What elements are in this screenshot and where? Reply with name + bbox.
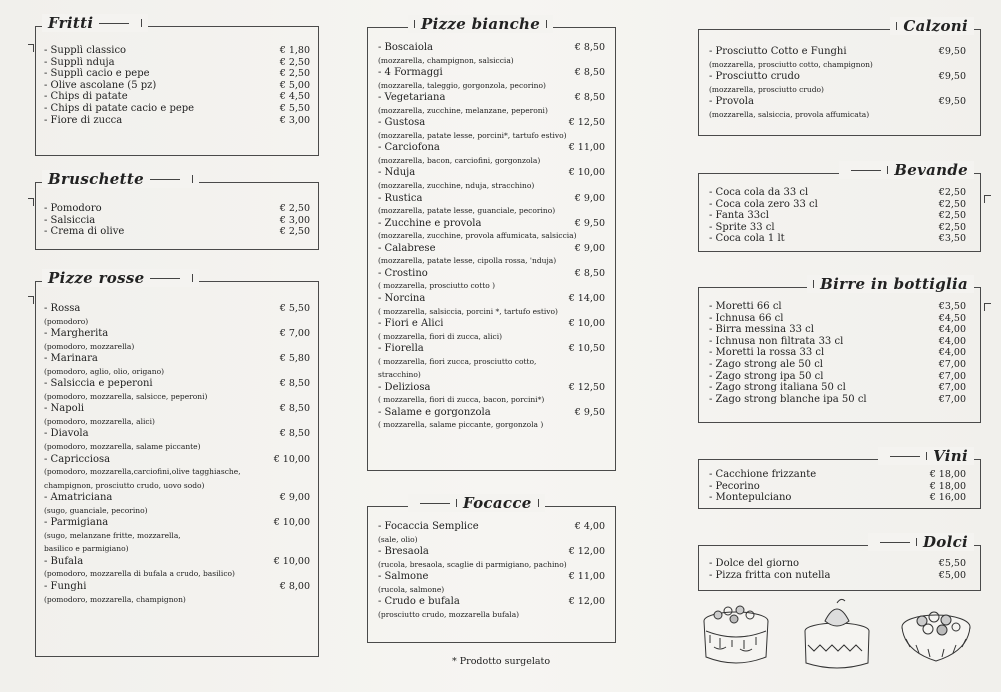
item-name: - Ichnusa 66 cl	[709, 312, 784, 324]
item-name: - Coca cola 1 lt	[709, 233, 785, 245]
menu-item	[44, 556, 310, 568]
item-name: - Prosciutto Cotto e Funghi	[709, 46, 847, 57]
item-description: (pomodoro, mozzarella)	[44, 341, 135, 351]
item-price: € 2,50	[279, 226, 310, 238]
item-price: € 3,00	[279, 114, 310, 126]
item-name: - Zago strong blanche ipa 50 cl	[709, 393, 867, 405]
menu-item	[709, 382, 966, 394]
item-price: € 10,00	[568, 167, 605, 179]
item-name: - Birra messina 33 cl	[709, 324, 814, 336]
item-list	[709, 46, 966, 121]
item-description: (mozzarella, taleggio, gorgonzola, pecorino)	[378, 80, 546, 90]
item-price: € 10,00	[273, 517, 310, 529]
item-description: ( mozzarella, fiori zucca, prosciutto cotto,	[378, 356, 537, 366]
item-price: € 4,00	[574, 521, 605, 532]
item-description: (pomodoro, mozzarella, salame piccante)	[44, 442, 201, 452]
menu-item	[44, 91, 310, 103]
item-price: € 8,50	[574, 92, 605, 104]
menu-item	[378, 293, 605, 305]
item-price: €3,50	[938, 233, 966, 245]
item-price: € 8,50	[574, 67, 605, 79]
item-price: €9,50	[938, 71, 966, 83]
item-price: € 12,00	[568, 596, 605, 608]
item-price: € 5,50	[279, 303, 310, 314]
menu-item	[378, 117, 605, 129]
item-description: (prosciutto crudo, mozzarella bufala)	[378, 609, 520, 619]
item-name: - 4 Formaggi	[378, 67, 443, 79]
item-description: (mozzarella, salsiccia, provola affumicata)	[709, 109, 870, 119]
item-price: €2,50	[938, 221, 966, 233]
section-fritti	[35, 14, 319, 156]
item-description: (mozzarella, zucchine, provola affumicata, salsiccia)	[378, 231, 577, 241]
menu-item	[709, 222, 966, 234]
item-price: € 18,00	[929, 480, 966, 492]
menu-item	[44, 492, 310, 504]
item-price: € 10,00	[273, 453, 310, 465]
item-description: (mozzarella, zucchine, melanzane, peperoni)	[378, 105, 548, 115]
item-name: - Crema di olive	[44, 226, 125, 238]
item-price: €2,50	[938, 187, 966, 198]
item-list	[709, 187, 966, 245]
section-bevande	[698, 161, 981, 252]
menu-item	[709, 233, 966, 245]
item-name: - Nduja	[378, 167, 416, 179]
menu-item	[378, 521, 605, 533]
menu-item	[44, 378, 310, 390]
menu-item	[44, 45, 310, 57]
menu-item	[709, 301, 966, 313]
item-price: € 12,00	[568, 546, 605, 558]
item-price: €7,00	[938, 370, 966, 382]
item-name: - Carciofona	[378, 142, 440, 154]
menu-item	[709, 46, 966, 58]
item-name: - Boscaiola	[378, 42, 433, 53]
item-price: € 8,00	[279, 580, 310, 592]
item-description: (pomodoro, mozzarella, alici)	[44, 416, 155, 426]
item-description: ( mozzarella, salsiccia, porcini *, tartufo estivo)	[378, 306, 558, 316]
item-price: € 12,50	[568, 381, 605, 393]
item-list	[709, 301, 966, 405]
menu-item	[378, 268, 605, 280]
section-title: Bevande	[894, 161, 968, 179]
section-birre	[698, 275, 981, 423]
menu-item	[44, 80, 310, 92]
item-name: - Moretti la rossa 33 cl	[709, 347, 825, 359]
item-description: (pomodoro, mozzarella, salsicce, peperoni)	[44, 391, 208, 401]
item-list	[709, 558, 966, 581]
item-name: - Amatriciana	[44, 492, 113, 504]
menu-item	[378, 67, 605, 79]
item-price: € 4,50	[279, 91, 310, 103]
item-name: - Fiore di zucca	[44, 114, 123, 126]
item-name: - Olive ascolane (5 pz)	[44, 79, 157, 91]
item-name: - Cacchione frizzante	[709, 469, 817, 480]
item-name: - Salsiccia e peperoni	[44, 378, 153, 390]
item-name: - Crostino	[378, 267, 428, 279]
item-description: (sale, olio)	[378, 534, 418, 544]
menu-item	[378, 546, 605, 558]
menu-item	[709, 313, 966, 325]
item-name: - Vegetariana	[378, 92, 446, 104]
item-price: € 10,50	[568, 343, 605, 355]
menu-item	[378, 571, 605, 583]
item-list	[709, 469, 966, 504]
section-pizze-bianche	[367, 15, 616, 471]
item-price: € 9,00	[574, 242, 605, 254]
item-name: - Zucchine e provola	[378, 217, 482, 229]
menu-item	[709, 187, 966, 199]
section-title: Fritti	[48, 14, 94, 32]
item-description: (mozzarella, prosciutto cotto, champignon)	[709, 59, 873, 69]
item-list	[378, 521, 605, 621]
item-description: ( mozzarella, fiori di zucca, bacon, porcini*)	[378, 395, 545, 405]
item-description: ( mozzarella, salame piccante, gorgonzola )	[378, 420, 544, 430]
item-description: (mozzarella, bacon, carciofini, gorgonzola)	[378, 155, 541, 165]
item-name: - Moretti 66 cl	[709, 301, 782, 312]
menu-item	[378, 407, 605, 419]
item-price: € 12,50	[568, 117, 605, 129]
item-price: € 9,00	[574, 192, 605, 204]
menu-item	[709, 481, 966, 493]
menu-item	[44, 68, 310, 80]
item-name: - Bufala	[44, 555, 84, 567]
section-pizze-rosse	[35, 269, 319, 657]
item-description: (mozzarella, zucchine, nduja, stracchino)	[378, 181, 535, 191]
item-name: - Fanta 33cl	[709, 210, 769, 222]
item-name: - Sprite 33 cl	[709, 221, 775, 233]
menu-item	[709, 324, 966, 336]
section-title: Pizze bianche	[421, 15, 541, 33]
menu-item	[378, 343, 605, 355]
item-name: - Montepulciano	[709, 492, 792, 504]
item-price: € 11,00	[568, 142, 605, 154]
item-description: basilico e parmigiano)	[44, 544, 129, 554]
item-name: - Marinara	[44, 353, 98, 365]
item-price: € 8,50	[574, 267, 605, 279]
item-description: (sugo, guanciale, pecorino)	[44, 505, 148, 515]
section-dolci	[698, 533, 981, 591]
item-name: - Zago strong ale 50 cl	[709, 358, 823, 370]
item-description: (pomodoro, mozzarella,carciofini,olive tagghiasche,	[44, 467, 241, 477]
item-price: € 9,00	[279, 492, 310, 504]
item-name: - Calabrese	[378, 242, 436, 254]
section-title: Birre in bottiglia	[820, 275, 968, 293]
section-title: Bruschette	[48, 170, 144, 188]
section-focacce	[367, 494, 616, 643]
item-price: € 8,50	[279, 428, 310, 440]
item-price: € 10,00	[568, 318, 605, 330]
item-name: - Rossa	[44, 303, 81, 314]
item-price: €5,00	[938, 569, 966, 581]
menu-item	[709, 71, 966, 83]
item-name: - Funghi	[44, 580, 87, 592]
item-description: (rucola, bresaola, scaglie di parmigiano, pachino)	[378, 559, 567, 569]
item-name: - Supplì nduja	[44, 56, 115, 68]
item-name: - Supplì classico	[44, 45, 127, 56]
item-name: - Deliziosa	[378, 381, 431, 393]
item-name: - Bresaola	[378, 546, 429, 558]
item-price: € 7,00	[279, 328, 310, 340]
item-name: - Crudo e bufala	[378, 596, 460, 608]
item-description: ( mozzarella, prosciutto cotto )	[378, 281, 496, 291]
menu-item	[44, 328, 310, 340]
menu-item	[44, 454, 310, 466]
item-price: € 16,00	[929, 492, 966, 504]
item-price: € 2,50	[279, 203, 310, 214]
item-name: - Chips di patate	[44, 91, 128, 103]
item-description: (mozzarella, patate lesse, cipolla rossa, 'nduja)	[378, 256, 557, 266]
item-price: € 18,00	[929, 469, 966, 480]
item-description: (mozzarella, patate lesse, guanciale, pecorino)	[378, 206, 556, 216]
menu-item	[378, 167, 605, 179]
item-name: - Salmone	[378, 571, 429, 583]
menu-item	[378, 42, 605, 54]
menu-item	[709, 96, 966, 108]
item-description: (pomodoro, mozzarella di bufala a crudo, basilico)	[44, 569, 235, 579]
menu-item	[378, 243, 605, 255]
item-price: €9,50	[938, 46, 966, 57]
menu-item	[44, 517, 310, 529]
section-title: Dolci	[922, 533, 968, 551]
item-price: € 11,00	[568, 571, 605, 583]
menu-item	[44, 103, 310, 115]
menu-item	[378, 382, 605, 394]
item-price: €7,00	[938, 358, 966, 370]
item-price: € 8,50	[279, 378, 310, 390]
item-description: (pomodoro, mozzarella, champignon)	[44, 594, 186, 604]
item-price: € 5,00	[279, 79, 310, 91]
item-name: - Rustica	[378, 192, 423, 204]
item-description: (pomodoro, aglio, olio, origano)	[44, 366, 165, 376]
item-list	[44, 203, 310, 238]
item-price: € 10,00	[273, 555, 310, 567]
menu-item	[44, 403, 310, 415]
section-calzoni	[698, 17, 981, 136]
item-price: €5,50	[938, 558, 966, 569]
menu-item	[44, 353, 310, 365]
item-description: (mozzarella, patate lesse, porcini*, tartufo estivo)	[378, 130, 567, 140]
sweets-illustration	[700, 597, 990, 677]
menu-item	[709, 371, 966, 383]
item-description: ( mozzarella, fiori di zucca, alici)	[378, 331, 503, 341]
item-price: € 2,50	[279, 68, 310, 80]
menu-item	[44, 57, 310, 69]
item-price: €2,50	[938, 210, 966, 222]
menu-item	[709, 210, 966, 222]
section-title: Vini	[933, 447, 968, 465]
menu-item	[378, 92, 605, 104]
item-description: (mozzarella, champignon, salsiccia)	[378, 55, 514, 65]
menu-item	[44, 203, 310, 215]
item-name: - Provola	[709, 96, 754, 108]
menu-item	[44, 215, 310, 227]
item-name: - Ichnusa non filtrata 33 cl	[709, 335, 844, 347]
menu-item	[378, 596, 605, 608]
menu-item	[709, 359, 966, 371]
item-price: €4,00	[938, 347, 966, 359]
item-price: € 2,50	[279, 56, 310, 68]
menu-item	[709, 199, 966, 211]
item-price: € 8,50	[574, 42, 605, 53]
item-price: €4,50	[938, 312, 966, 324]
item-price: € 5,50	[279, 102, 310, 114]
item-description: (mozzarella, prosciutto crudo)	[709, 84, 824, 94]
item-description: (rucola, salmone)	[378, 584, 445, 594]
section-vini	[698, 447, 981, 509]
menu-item	[709, 394, 966, 406]
menu-item	[44, 581, 310, 593]
item-price: €7,00	[938, 393, 966, 405]
item-name: - Coca cola zero 33 cl	[709, 198, 818, 210]
item-name: - Fiorella	[378, 343, 424, 355]
item-name: - Parmigiana	[44, 517, 109, 529]
item-list	[44, 45, 310, 126]
section-title: Focacce	[463, 494, 532, 512]
menu-item	[378, 318, 605, 330]
menu-item	[709, 570, 966, 582]
item-price: €4,00	[938, 335, 966, 347]
section-title: Calzoni	[903, 17, 968, 35]
item-name: - Margherita	[44, 328, 109, 340]
item-description: (pomodoro)	[44, 316, 89, 326]
item-name: - Zago strong ipa 50 cl	[709, 370, 824, 382]
item-name: - Chips di patate cacio e pepe	[44, 102, 195, 114]
item-name: - Pomodoro	[44, 203, 102, 214]
item-price: €3,50	[938, 301, 966, 312]
menu-item	[709, 336, 966, 348]
menu-item	[709, 558, 966, 570]
menu-item	[709, 347, 966, 359]
tart-icon	[902, 612, 970, 661]
item-price: €4,00	[938, 324, 966, 336]
item-name: - Fiori e Alici	[378, 318, 444, 330]
item-price: € 8,50	[279, 403, 310, 415]
item-price: €2,50	[938, 198, 966, 210]
item-price: € 3,00	[279, 214, 310, 226]
section-title: Pizze rosse	[48, 269, 145, 287]
item-name: - Capricciosa	[44, 453, 111, 465]
item-name: - Gustosa	[378, 117, 426, 129]
menu-item	[709, 469, 966, 481]
menu-item	[709, 492, 966, 504]
item-name: - Prosciutto crudo	[709, 71, 800, 83]
footnote: * Prodotto surgelato	[452, 656, 551, 667]
menu-item	[44, 115, 310, 127]
section-bruschette	[35, 170, 319, 250]
item-price: € 9,50	[574, 217, 605, 229]
item-name: - Dolce del giorno	[709, 558, 800, 569]
item-name: - Diavola	[44, 428, 89, 440]
item-price: € 14,00	[568, 292, 605, 304]
item-description: stracchino)	[378, 370, 421, 380]
item-price: €9,50	[938, 96, 966, 108]
menu-item	[44, 428, 310, 440]
item-name: - Coca cola da 33 cl	[709, 187, 809, 198]
item-name: - Norcina	[378, 292, 426, 304]
mousse-icon	[805, 599, 869, 668]
item-name: - Pizza fritta con nutella	[709, 569, 831, 581]
item-name: - Supplì cacio e pepe	[44, 68, 150, 80]
menu-item	[44, 226, 310, 238]
menu-item	[378, 193, 605, 205]
item-name: - Salame e gorgonzola	[378, 406, 491, 418]
cake-icon	[704, 606, 768, 663]
menu-item	[378, 142, 605, 154]
item-name: - Napoli	[44, 403, 85, 415]
item-name: - Salsiccia	[44, 214, 96, 226]
item-description: champignon, prosciutto crudo, uovo sodo)	[44, 480, 205, 490]
item-list	[44, 303, 310, 606]
item-name: - Zago strong italiana 50 cl	[709, 382, 846, 394]
item-price: €7,00	[938, 382, 966, 394]
item-description: (sugo, melanzane fritte, mozzarella,	[44, 530, 181, 540]
item-price: € 1,80	[279, 45, 310, 56]
menu-item	[44, 303, 310, 315]
item-name: - Pecorino	[709, 480, 760, 492]
item-name: - Focaccia Semplice	[378, 521, 479, 532]
item-list	[378, 42, 605, 432]
menu-item	[378, 218, 605, 230]
item-price: € 9,50	[574, 406, 605, 418]
item-price: € 5,80	[279, 353, 310, 365]
